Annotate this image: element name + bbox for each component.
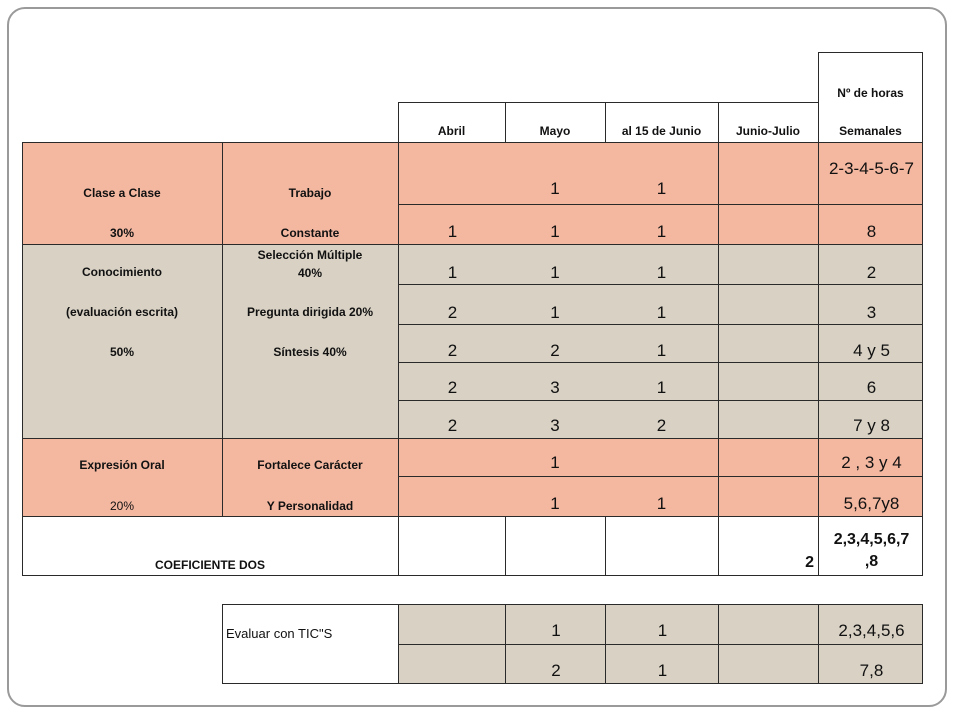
tics-r1-junio15 [605, 604, 718, 644]
cell-value: 1 [656, 179, 667, 198]
coef-semanas [818, 516, 923, 576]
clase-r1-mayo [505, 142, 605, 204]
cell-value: 6 [866, 378, 877, 397]
oral-r2-mayo [505, 476, 605, 516]
month-label-junio15: al 15 de Junio [621, 124, 702, 138]
cell-value: 1 [656, 341, 667, 360]
coeficiente-label: COEFICIENTE DOS [154, 558, 265, 572]
cell-value: 1 [550, 222, 560, 241]
tics-label: Evaluar con TIC"S [226, 626, 333, 641]
cell-value: 1 [447, 263, 458, 282]
cono-r4-abril [398, 362, 505, 400]
month-label-mayo: Mayo [539, 124, 571, 138]
tics-label-cell [222, 604, 398, 684]
cell-value: 2 , 3 y 4 [841, 453, 902, 472]
cono-r1-mayo [505, 244, 605, 284]
clase-r1-abril [398, 142, 505, 204]
cono-r1-junio15 [605, 244, 718, 284]
cono-r5-semanas [818, 400, 923, 438]
tics-r2-mayo [505, 644, 605, 684]
clase-percent: 30% [109, 226, 135, 240]
cell-value: 2,3,4,5,6 [838, 621, 905, 640]
cell-value: 2 [447, 416, 458, 435]
cono-r2-mayo [505, 284, 605, 324]
clase-r1-semanas [818, 142, 923, 204]
cell-value: 1 [550, 453, 560, 472]
cono-r2-junio15 [605, 284, 718, 324]
tics-r1-semanas [818, 604, 923, 644]
cell-value: 1 [656, 303, 667, 322]
cono-r1-semanas [818, 244, 923, 284]
cono-r4-semanas [818, 362, 923, 400]
cell-value: 2,3,4,5,6,7 [833, 531, 910, 548]
cell-value: 1 [447, 222, 458, 241]
conocimiento-percent: 50% [109, 345, 135, 359]
month-label-abril: Abril [437, 124, 466, 138]
cono-r5-junio15 [605, 400, 718, 438]
cell-value: 3 [550, 378, 560, 397]
month-label-junio-julio: Junio-Julio [736, 124, 800, 138]
tics-r1-mayo [505, 604, 605, 644]
conocimiento-desc3: Síntesis 40% [273, 345, 347, 359]
cono-r4-junio15 [605, 362, 718, 400]
tics-r2-abril [398, 644, 505, 684]
clase-r2-semanas [818, 204, 923, 244]
oral-r1-abril [398, 438, 505, 476]
cell-value: 2 [866, 263, 877, 282]
cell-value: 2 [447, 341, 458, 360]
tics-r2-semanas [818, 644, 923, 684]
cell-value: 2 [805, 554, 814, 571]
cell-value: 2 [551, 661, 561, 680]
clase-label: Clase a Clase [83, 186, 161, 200]
cono-r5-junio-julio [718, 400, 818, 438]
cono-r5-mayo [505, 400, 605, 438]
clase-desc1: Trabajo [288, 186, 332, 200]
conocimiento-label: Conocimiento [82, 265, 162, 279]
cell-value: 3 [550, 416, 560, 435]
conocimiento-desc2: Pregunta dirigida 20% [246, 305, 374, 319]
cono-r3-junio-julio [718, 324, 818, 362]
cono-r1-junio-julio [718, 244, 818, 284]
hours-header-line1: Nº de horas [837, 86, 904, 100]
oral-percent: 20% [109, 499, 135, 513]
cell-value: 8 [866, 222, 877, 241]
cell-value: 1 [656, 263, 667, 282]
cell-value: 1 [550, 179, 560, 198]
tics-r2-junio-julio [718, 644, 818, 684]
cell-value: 1 [550, 303, 560, 322]
cono-r3-mayo [505, 324, 605, 362]
oral-r1-junio15 [605, 438, 718, 476]
coef-abril [398, 516, 505, 576]
cono-r2-junio-julio [718, 284, 818, 324]
conocimiento-desc1b: 40% [297, 266, 323, 280]
cell-value: 1 [657, 621, 668, 640]
cell-value: 1 [550, 263, 560, 282]
cell-value: 3 [866, 303, 877, 322]
cono-r4-junio-julio [718, 362, 818, 400]
cono-r2-semanas [818, 284, 923, 324]
oral-r2-abril [398, 476, 505, 516]
clase-r2-junio-julio [718, 204, 818, 244]
coef-junio15 [605, 516, 718, 576]
clase-r2-abril [398, 204, 505, 244]
hours-header-line2: Semanales [839, 124, 902, 138]
oral-r1-semanas [818, 438, 923, 476]
tics-r1-junio-julio [718, 604, 818, 644]
oral-r2-junio-julio [718, 476, 818, 516]
clase-desc2: Constante [280, 226, 340, 240]
oral-label: Expresión Oral [79, 458, 165, 472]
cono-r5-abril [398, 400, 505, 438]
oral-r2-semanas [818, 476, 923, 516]
cono-r1-abril [398, 244, 505, 284]
conocimiento-desc1a: Selección Múltiple [257, 248, 363, 262]
clase-r2-junio15 [605, 204, 718, 244]
oral-desc1: Fortalece Carácter [257, 458, 363, 472]
conocimiento-subtitle: (evaluación escrita) [65, 305, 179, 319]
clase-r1-junio15 [605, 142, 718, 204]
cell-value: 4 y 5 [853, 341, 890, 360]
cell-value: 1 [551, 621, 561, 640]
cell-value: 1 [550, 494, 560, 513]
cono-r3-semanas [818, 324, 923, 362]
cell-value: 2 [550, 341, 560, 360]
cell-value: 2 [447, 378, 458, 397]
oral-desc2: Y Personalidad [266, 499, 354, 513]
tics-r2-junio15 [605, 644, 718, 684]
cell-value: 2-3-4-5-6-7 [828, 159, 915, 178]
oral-r1-junio-julio [718, 438, 818, 476]
cono-r2-abril [398, 284, 505, 324]
cell-value: 1 [656, 378, 667, 397]
cell-value: 7 y 8 [853, 416, 890, 435]
oral-r2-junio15 [605, 476, 718, 516]
cell-value: 7,8 [859, 661, 884, 680]
cono-r3-abril [398, 324, 505, 362]
cono-r3-junio15 [605, 324, 718, 362]
cell-value: 1 [656, 494, 667, 513]
tics-r1-abril [398, 604, 505, 644]
cell-value: 2 [656, 416, 667, 435]
oral-r1-mayo [505, 438, 605, 476]
coef-junio-julio [718, 516, 818, 576]
cell-value: ,8 [864, 553, 879, 570]
cono-r4-mayo [505, 362, 605, 400]
clase-r1-junio-julio [718, 142, 818, 204]
cell-value: 5,6,7y8 [843, 494, 900, 513]
clase-r2-mayo [505, 204, 605, 244]
cell-value: 2 [447, 303, 458, 322]
coef-mayo [505, 516, 605, 576]
cell-value: 1 [656, 222, 667, 241]
cell-value: 1 [657, 661, 668, 680]
